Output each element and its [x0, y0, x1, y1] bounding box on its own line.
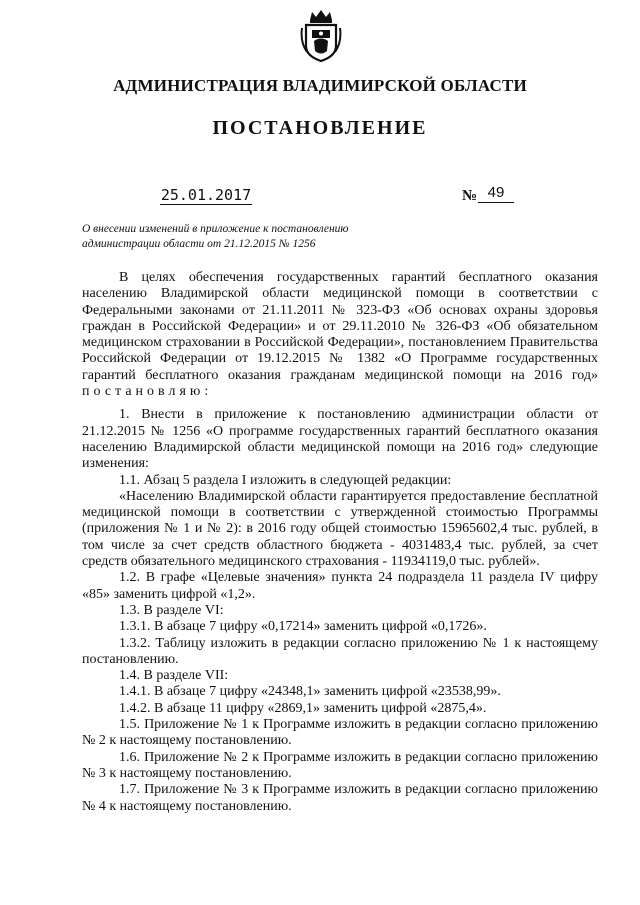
clause-1-3-2: 1.3.2. Таблицу изложить в редакции согласно приложению № 1 к настоящему постановлению. [82, 635, 598, 667]
clause-1-7: 1.7. Приложение № 3 к Программе изложить в редакции согласно приложению № 4 к настоящему постановлению. [82, 782, 598, 814]
clause-1-5: 1.5. Приложение № 1 к Программе изложить в редакции согласно приложению № 2 к настоящему постановлению. [82, 717, 598, 749]
clause-1-1-quote: «Населению Владимирской области гарантируется предоставление бесплатной медицинской помощи в соответствии с утвержденной стоимостью Программы (приложения № 1 и № 2): в 2016 году общей стоимостью 15965602,4 тыс. рублей, в том числе за счет средств областного бюджета - 4031483,4 тыс. рублей, за счет средств обязательного медицинского страхования - 11934119,0 тыс. рублей». [82, 488, 598, 570]
decree-word: постановляю: [82, 384, 213, 400]
document-number-label: № [462, 188, 478, 204]
document-number: 49 [478, 184, 514, 203]
organization-title: АДМИНИСТРАЦИЯ ВЛАДИМИРСКОЙ ОБЛАСТИ [113, 76, 527, 95]
subject-line-2: администрации области от 21.12.2015 № 1256 [82, 238, 316, 250]
clause-1-3: 1.3. В разделе VI: [119, 602, 224, 618]
document-type-title: ПОСТАНОВЛЕНИЕ [212, 117, 428, 139]
clause-1-4-1: 1.4.1. В абзаце 7 цифру «24348,1» заменить цифрой «23538,99». [119, 684, 501, 700]
vladimir-coat-of-arms-icon [300, 8, 342, 62]
clause-1-1: 1.1. Абзац 5 раздела I изложить в следующей редакции: [119, 472, 452, 488]
document-date: 25.01.2017 [160, 186, 252, 204]
clause-1-4: 1.4. В разделе VII: [119, 668, 229, 684]
preamble-paragraph [82, 270, 598, 400]
preamble-text: В целях обеспечения государственных гарантий бесплатного оказания населению Владимирской области медицинской помощи в соответствии с Федеральными законами от 21.11.2011 № 323-ФЗ «Об основах охраны здоровья граждан в Российской Федерации» и от 29.11.2010 № 326-ФЗ «Об обязательном медицинском страховании в Российской Федерации», постановлением Правительства Российской Федерации от 19.12.2015 № 1382 «О Программе государственных гарантий бесплатного оказания гражданам медицинской помощи на 2016 год» [82, 270, 598, 383]
clause-1-2: 1.2. В графе «Целевые значения» пункта 24 подраздела 11 раздела IV цифру «85» заменить цифрой «1,2». [82, 570, 598, 602]
clause-1-4-2: 1.4.2. В абзаце 11 цифру «2869,1» заменить цифрой «2875,4». [119, 700, 487, 716]
clause-1-6: 1.6. Приложение № 2 к Программе изложить в редакции согласно приложению № 3 к настоящему постановлению. [82, 749, 598, 781]
document-subject [82, 222, 402, 252]
clause-1-3-1: 1.3.1. В абзаце 7 цифру «0,17214» заменить цифрой «0,1726». [119, 619, 487, 635]
subject-line-1: О внесении изменений в приложение к постановлению [82, 223, 349, 235]
clause-1: 1. Внести в приложение к постановлению администрации области от 21.12.2015 № 1256 «О программе государственных гарантий бесплатного оказания населению Владимирской области медицинской помощи на 2016 год» следующие изменения: [82, 407, 598, 472]
document-body [82, 270, 598, 815]
